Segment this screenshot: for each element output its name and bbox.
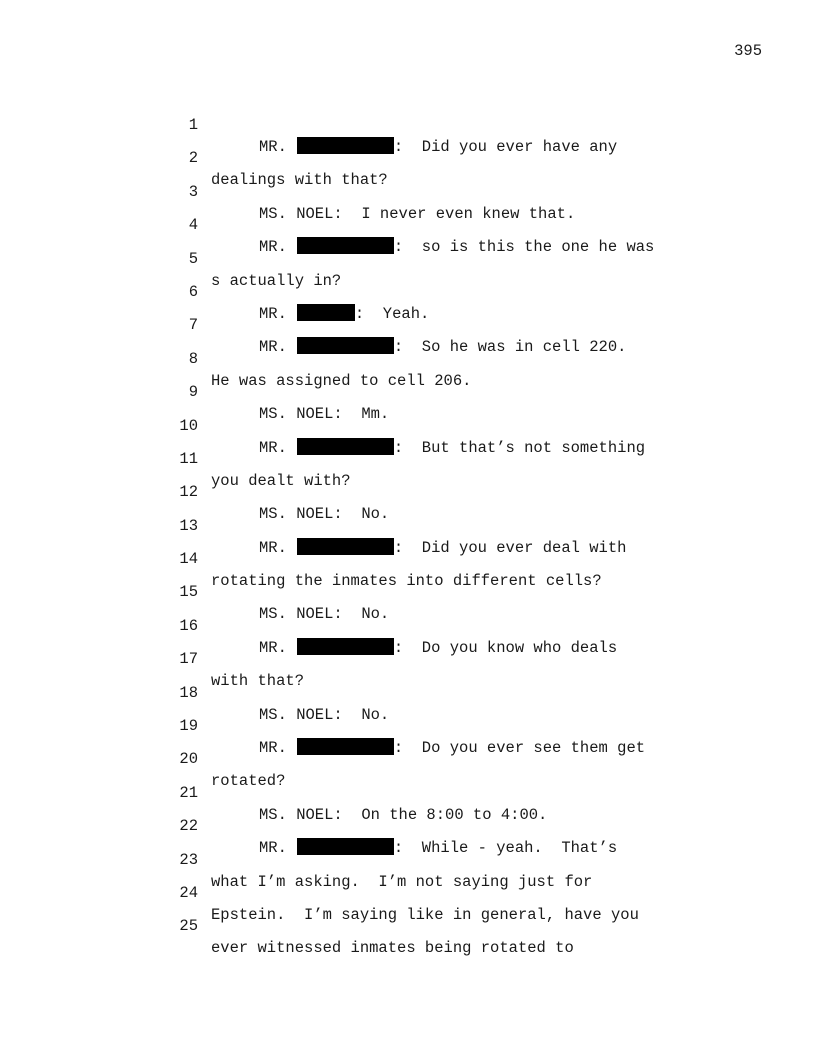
transcript-line <box>0 793 816 858</box>
speaker-prefix: MR. <box>259 538 287 557</box>
line-number: 14 <box>179 550 198 569</box>
transcript-line <box>0 125 816 190</box>
transcript-line <box>0 760 816 824</box>
line-number: 5 <box>188 249 198 268</box>
line-text: He was assigned to cell 206. <box>211 371 472 390</box>
transcript-line <box>0 159 816 223</box>
line-number: 7 <box>188 316 198 335</box>
line-text: MS. NOEL: No. <box>259 705 390 724</box>
transcript-line <box>0 593 816 657</box>
line-number: 3 <box>188 182 198 201</box>
speaker-prefix: MR. <box>259 238 287 257</box>
transcript-line <box>0 459 816 524</box>
line-number: 11 <box>179 449 198 468</box>
transcript-line <box>0 292 816 357</box>
transcript-line <box>0 493 816 557</box>
speech-text: : Did you ever deal with <box>393 538 627 557</box>
line-number: 8 <box>188 349 198 368</box>
speaker-prefix: MR. <box>259 138 287 156</box>
line-text: MS. NOEL: Mm. <box>259 405 390 424</box>
line-number: 9 <box>188 383 198 402</box>
transcript-line <box>0 192 816 257</box>
transcript-line <box>0 626 816 691</box>
line-number: 2 <box>188 149 198 168</box>
line-number: 21 <box>179 783 198 802</box>
line-number: 19 <box>179 717 198 736</box>
line-number: 25 <box>179 917 198 936</box>
line-text: MS. NOEL: On the 8:00 to 4:00. <box>259 805 548 824</box>
line-number: 17 <box>179 650 198 669</box>
line-text: s actually in? <box>211 271 342 290</box>
transcript-line <box>0 426 816 490</box>
line-text: rotated? <box>211 772 286 791</box>
line-number: 20 <box>179 750 198 769</box>
transcript-line <box>0 726 816 791</box>
line-text: ever witnessed inmates being rotated to <box>211 939 574 958</box>
transcript-line <box>0 893 816 958</box>
speech-text: : Did you ever have any <box>393 138 618 156</box>
line-text: MS. NOEL: No. <box>259 505 390 524</box>
speaker-prefix: MR. <box>259 739 287 758</box>
transcript-line <box>0 559 816 624</box>
line-text: with that? <box>211 672 305 691</box>
line-number: 4 <box>188 216 198 235</box>
line-number: 15 <box>179 583 198 602</box>
transcript-line <box>0 860 816 924</box>
speaker-prefix: MR. <box>259 438 287 457</box>
speaker-prefix: MR. <box>259 304 287 323</box>
line-text: what I’m asking. I’m not saying just for <box>211 872 593 891</box>
transcript-line <box>0 359 816 424</box>
transcript-line <box>0 92 816 156</box>
line-number: 16 <box>179 616 198 635</box>
transcript-line <box>0 693 816 758</box>
line-number: 18 <box>179 683 198 702</box>
line-number: 12 <box>179 483 198 502</box>
transcript-line <box>0 827 816 891</box>
transcript-line <box>0 526 816 591</box>
line-text: MS. NOEL: I never even knew that. <box>259 204 576 223</box>
speaker-prefix: MR. <box>259 638 287 657</box>
speaker-prefix: MR. <box>259 338 287 357</box>
line-number: 23 <box>179 850 198 869</box>
line-number: 10 <box>179 416 198 435</box>
line-number: 22 <box>179 817 198 836</box>
page-number: 395 <box>734 42 762 60</box>
transcript-line <box>0 326 816 390</box>
line-number: 1 <box>188 116 198 134</box>
speech-text: : While - yeah. That’s <box>393 839 618 858</box>
speech-text: : So he was in cell 220. <box>393 338 627 357</box>
line-text: MS. NOEL: No. <box>259 605 390 624</box>
transcript-line <box>0 660 816 724</box>
line-number: 6 <box>188 282 198 301</box>
speaker-prefix: MR. <box>259 839 287 858</box>
line-text: dealings with that? <box>211 171 388 190</box>
transcript-body <box>0 92 816 958</box>
speech-text: : Yeah. <box>354 304 430 323</box>
line-text: rotating the inmates into different cells? <box>211 572 602 591</box>
line-text: you dealt with? <box>211 471 351 490</box>
speech-text: : so is this the one he was <box>393 238 655 257</box>
speech-text: : Do you ever see them get <box>393 739 646 758</box>
transcript-line <box>0 259 816 323</box>
speech-text: : But that’s not something <box>393 438 646 457</box>
transcript-line <box>0 226 816 290</box>
line-number: 24 <box>179 883 198 902</box>
line-text: Epstein. I’m saying like in general, have you <box>211 905 639 924</box>
speech-text: : Do you know who deals <box>393 638 618 657</box>
transcript-line <box>0 393 816 457</box>
line-number: 13 <box>179 516 198 535</box>
